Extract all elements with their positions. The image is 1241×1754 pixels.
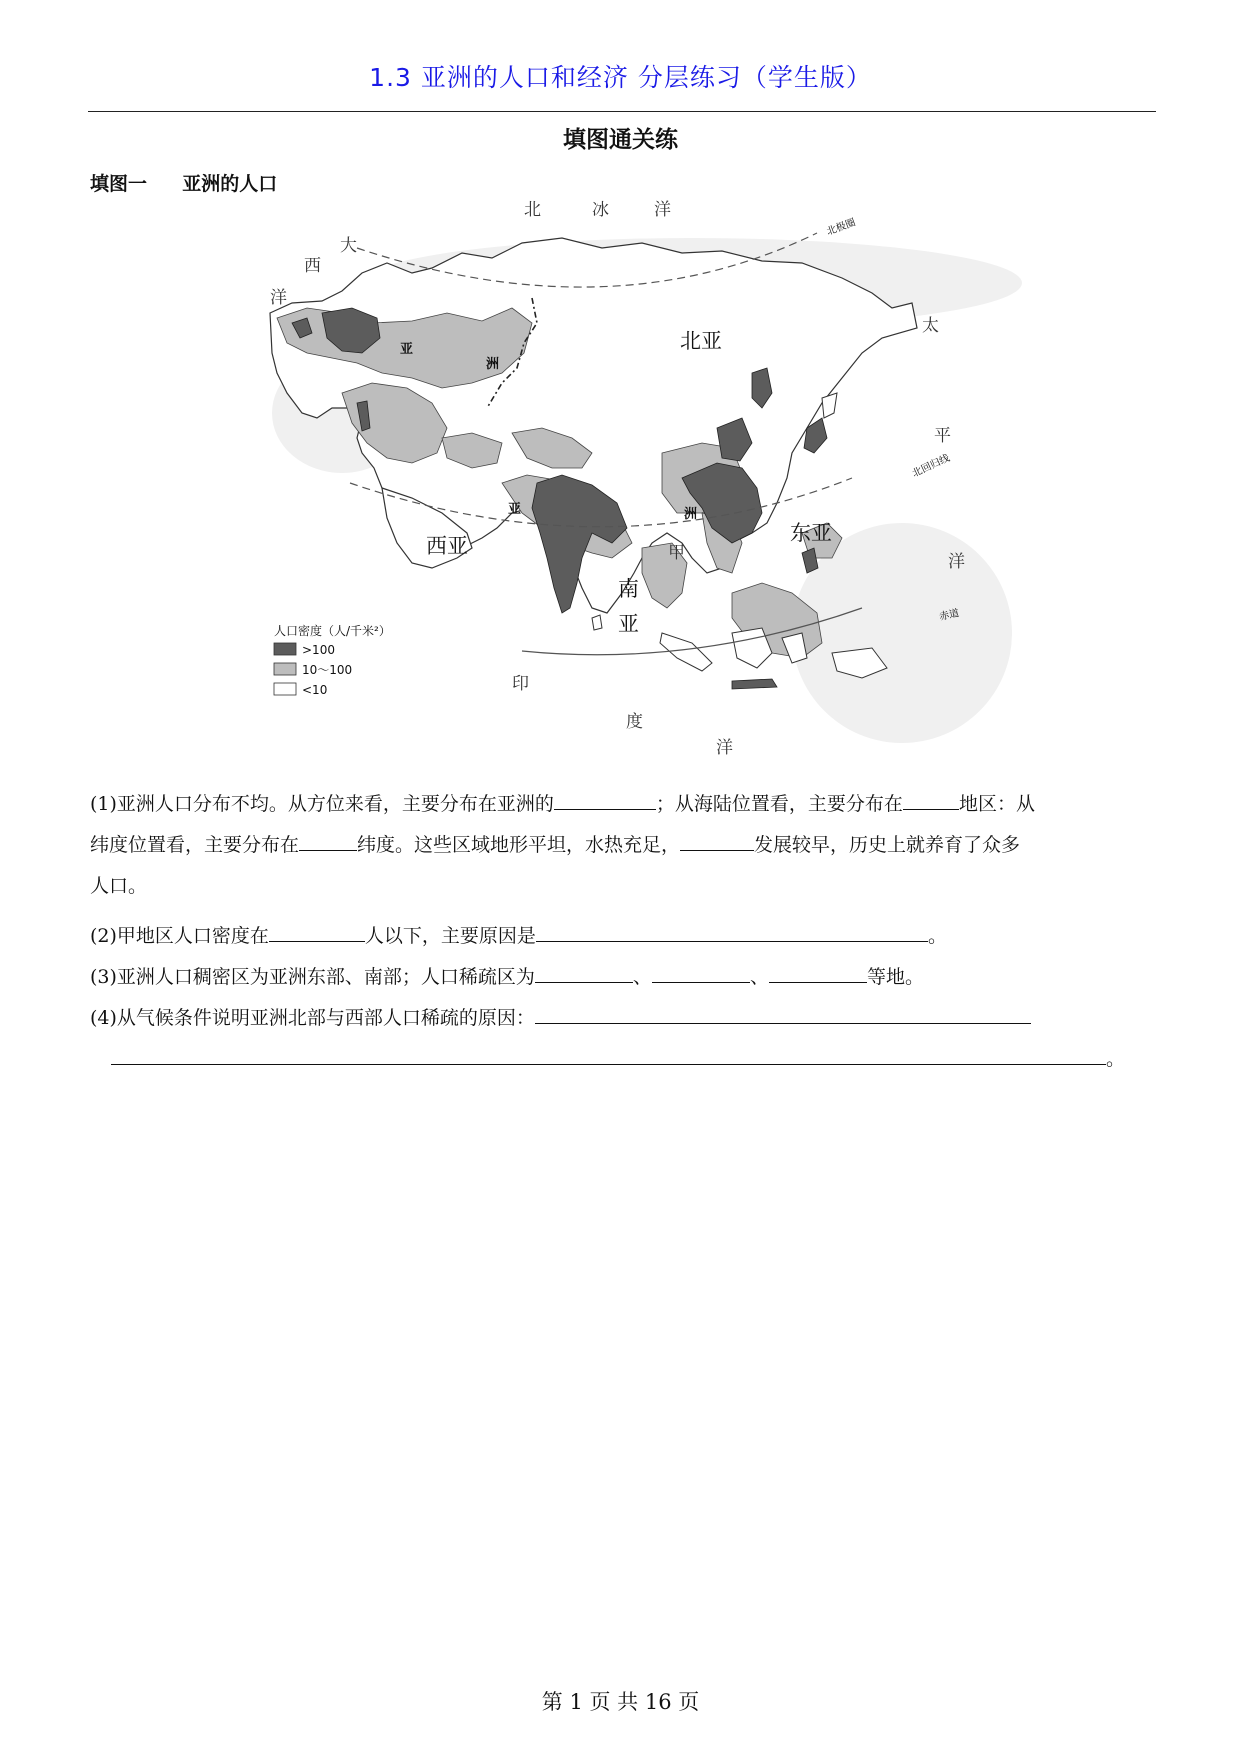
legend-label-medium: 10～100 bbox=[302, 663, 353, 677]
map-legend bbox=[274, 623, 391, 697]
q4-blank-1[interactable] bbox=[535, 1003, 1031, 1024]
atlantic-ocean-label-3: 洋 bbox=[270, 288, 287, 308]
region-label-south-1: 南 bbox=[618, 577, 639, 601]
header-divider bbox=[88, 111, 1156, 112]
q1-text-7: 人口。 bbox=[90, 875, 148, 897]
section-title: 填图通关练 bbox=[563, 127, 678, 153]
q3-text-4: 等地。 bbox=[866, 966, 924, 988]
subheading-label: 填图一 bbox=[90, 173, 148, 195]
q1-text-3: 地区：从 bbox=[958, 793, 1035, 815]
q1-text-1: (1)亚洲人口分布不均。从方位来看，主要分布在亚洲的 bbox=[90, 793, 554, 815]
q1-blank-4[interactable] bbox=[680, 830, 754, 851]
q1-text-5: 纬度。这些区域地形平坦，水热充足， bbox=[357, 834, 681, 856]
question-3 bbox=[90, 957, 1158, 998]
continent-label-1: 亚 bbox=[400, 342, 414, 357]
pacific-ocean-label-2: 平 bbox=[934, 426, 951, 446]
arctic-ocean-label-1b: 北 bbox=[524, 200, 541, 220]
q1-blank-3[interactable] bbox=[299, 830, 357, 851]
q3-blank-1[interactable] bbox=[535, 962, 633, 983]
pacific-ocean-label-3: 洋 bbox=[948, 552, 965, 572]
arctic-ocean-label-3: 洋 bbox=[654, 200, 671, 220]
q3-text-1: (3)亚洲人口稠密区为亚洲东部、南部；人口稀疏区为 bbox=[90, 966, 535, 988]
q1-text-6: 发展较早，历史上就养育了众多 bbox=[754, 834, 1021, 856]
page-footer: 第 1 页 共 16 页 bbox=[541, 1690, 700, 1714]
legend-label-low: <10 bbox=[302, 683, 328, 697]
q4-text-1: (4)从气候条件说明亚洲北部与西部人口稀疏的原因： bbox=[90, 1007, 535, 1029]
continent-label-2: 洲 bbox=[486, 357, 500, 372]
region-label-south-2: 亚 bbox=[618, 612, 639, 636]
q2-text-2: 人以下，主要原因是 bbox=[364, 925, 536, 947]
q3-blank-2[interactable] bbox=[652, 962, 750, 983]
legend-swatch-medium bbox=[274, 663, 296, 675]
q2-blank-1[interactable] bbox=[269, 921, 365, 942]
q2-text-3: 。 bbox=[927, 925, 947, 947]
q3-text-3: 、 bbox=[749, 966, 769, 988]
question-4 bbox=[90, 998, 1158, 1080]
asia-population-map bbox=[262, 200, 1018, 775]
legend-swatch-low bbox=[274, 683, 296, 695]
question-2 bbox=[90, 916, 1158, 957]
continent-label-4: 洲 bbox=[684, 507, 698, 522]
arctic-circle-label: 北极圈 bbox=[825, 217, 858, 238]
question-1 bbox=[90, 784, 1158, 907]
indian-ocean-label-2: 度 bbox=[626, 712, 643, 732]
legend-swatch-high bbox=[274, 643, 296, 655]
equator-label: 赤道 bbox=[938, 608, 961, 623]
pacific-ocean-label-1: 太 bbox=[922, 316, 939, 336]
atlantic-ocean-label-2: 西 bbox=[304, 256, 321, 276]
q2-blank-2[interactable] bbox=[536, 921, 928, 942]
region-label-west: 西亚 bbox=[426, 534, 468, 558]
region-label-east: 东亚 bbox=[790, 521, 832, 545]
q3-blank-3[interactable] bbox=[769, 962, 867, 983]
tropic-label: 北回归线 bbox=[910, 452, 952, 480]
legend-label-high: >100 bbox=[302, 643, 335, 657]
legend-title: 人口密度（人/千米²） bbox=[274, 624, 391, 638]
q1-blank-1[interactable] bbox=[554, 789, 656, 810]
arctic-ocean-label-2: 冰 bbox=[592, 200, 609, 220]
subheading bbox=[90, 169, 277, 196]
continent-label-3: 亚 bbox=[508, 502, 522, 517]
region-label-jia: 甲 bbox=[668, 543, 685, 563]
q4-blank-2[interactable] bbox=[111, 1044, 1106, 1065]
document-title: 1.3 亚洲的人口和经济 分层练习（学生版） bbox=[369, 63, 872, 92]
subheading-text: 亚洲的人口 bbox=[182, 173, 278, 195]
q1-blank-2[interactable] bbox=[903, 789, 959, 810]
atlantic-ocean-label-1: 大 bbox=[340, 236, 357, 256]
q1-text-4: 纬度位置看，主要分布在 bbox=[90, 834, 300, 856]
indian-ocean-label-3: 洋 bbox=[716, 738, 733, 758]
q3-text-2: 、 bbox=[632, 966, 652, 988]
q2-text-1: (2)甲地区人口密度在 bbox=[90, 925, 269, 947]
indian-ocean-label-1: 印 bbox=[512, 674, 529, 694]
q4-text-2: 。 bbox=[1106, 1048, 1126, 1070]
region-label-north: 北亚 bbox=[680, 329, 722, 353]
q1-text-2: ；从海陆位置看，主要分布在 bbox=[655, 793, 903, 815]
